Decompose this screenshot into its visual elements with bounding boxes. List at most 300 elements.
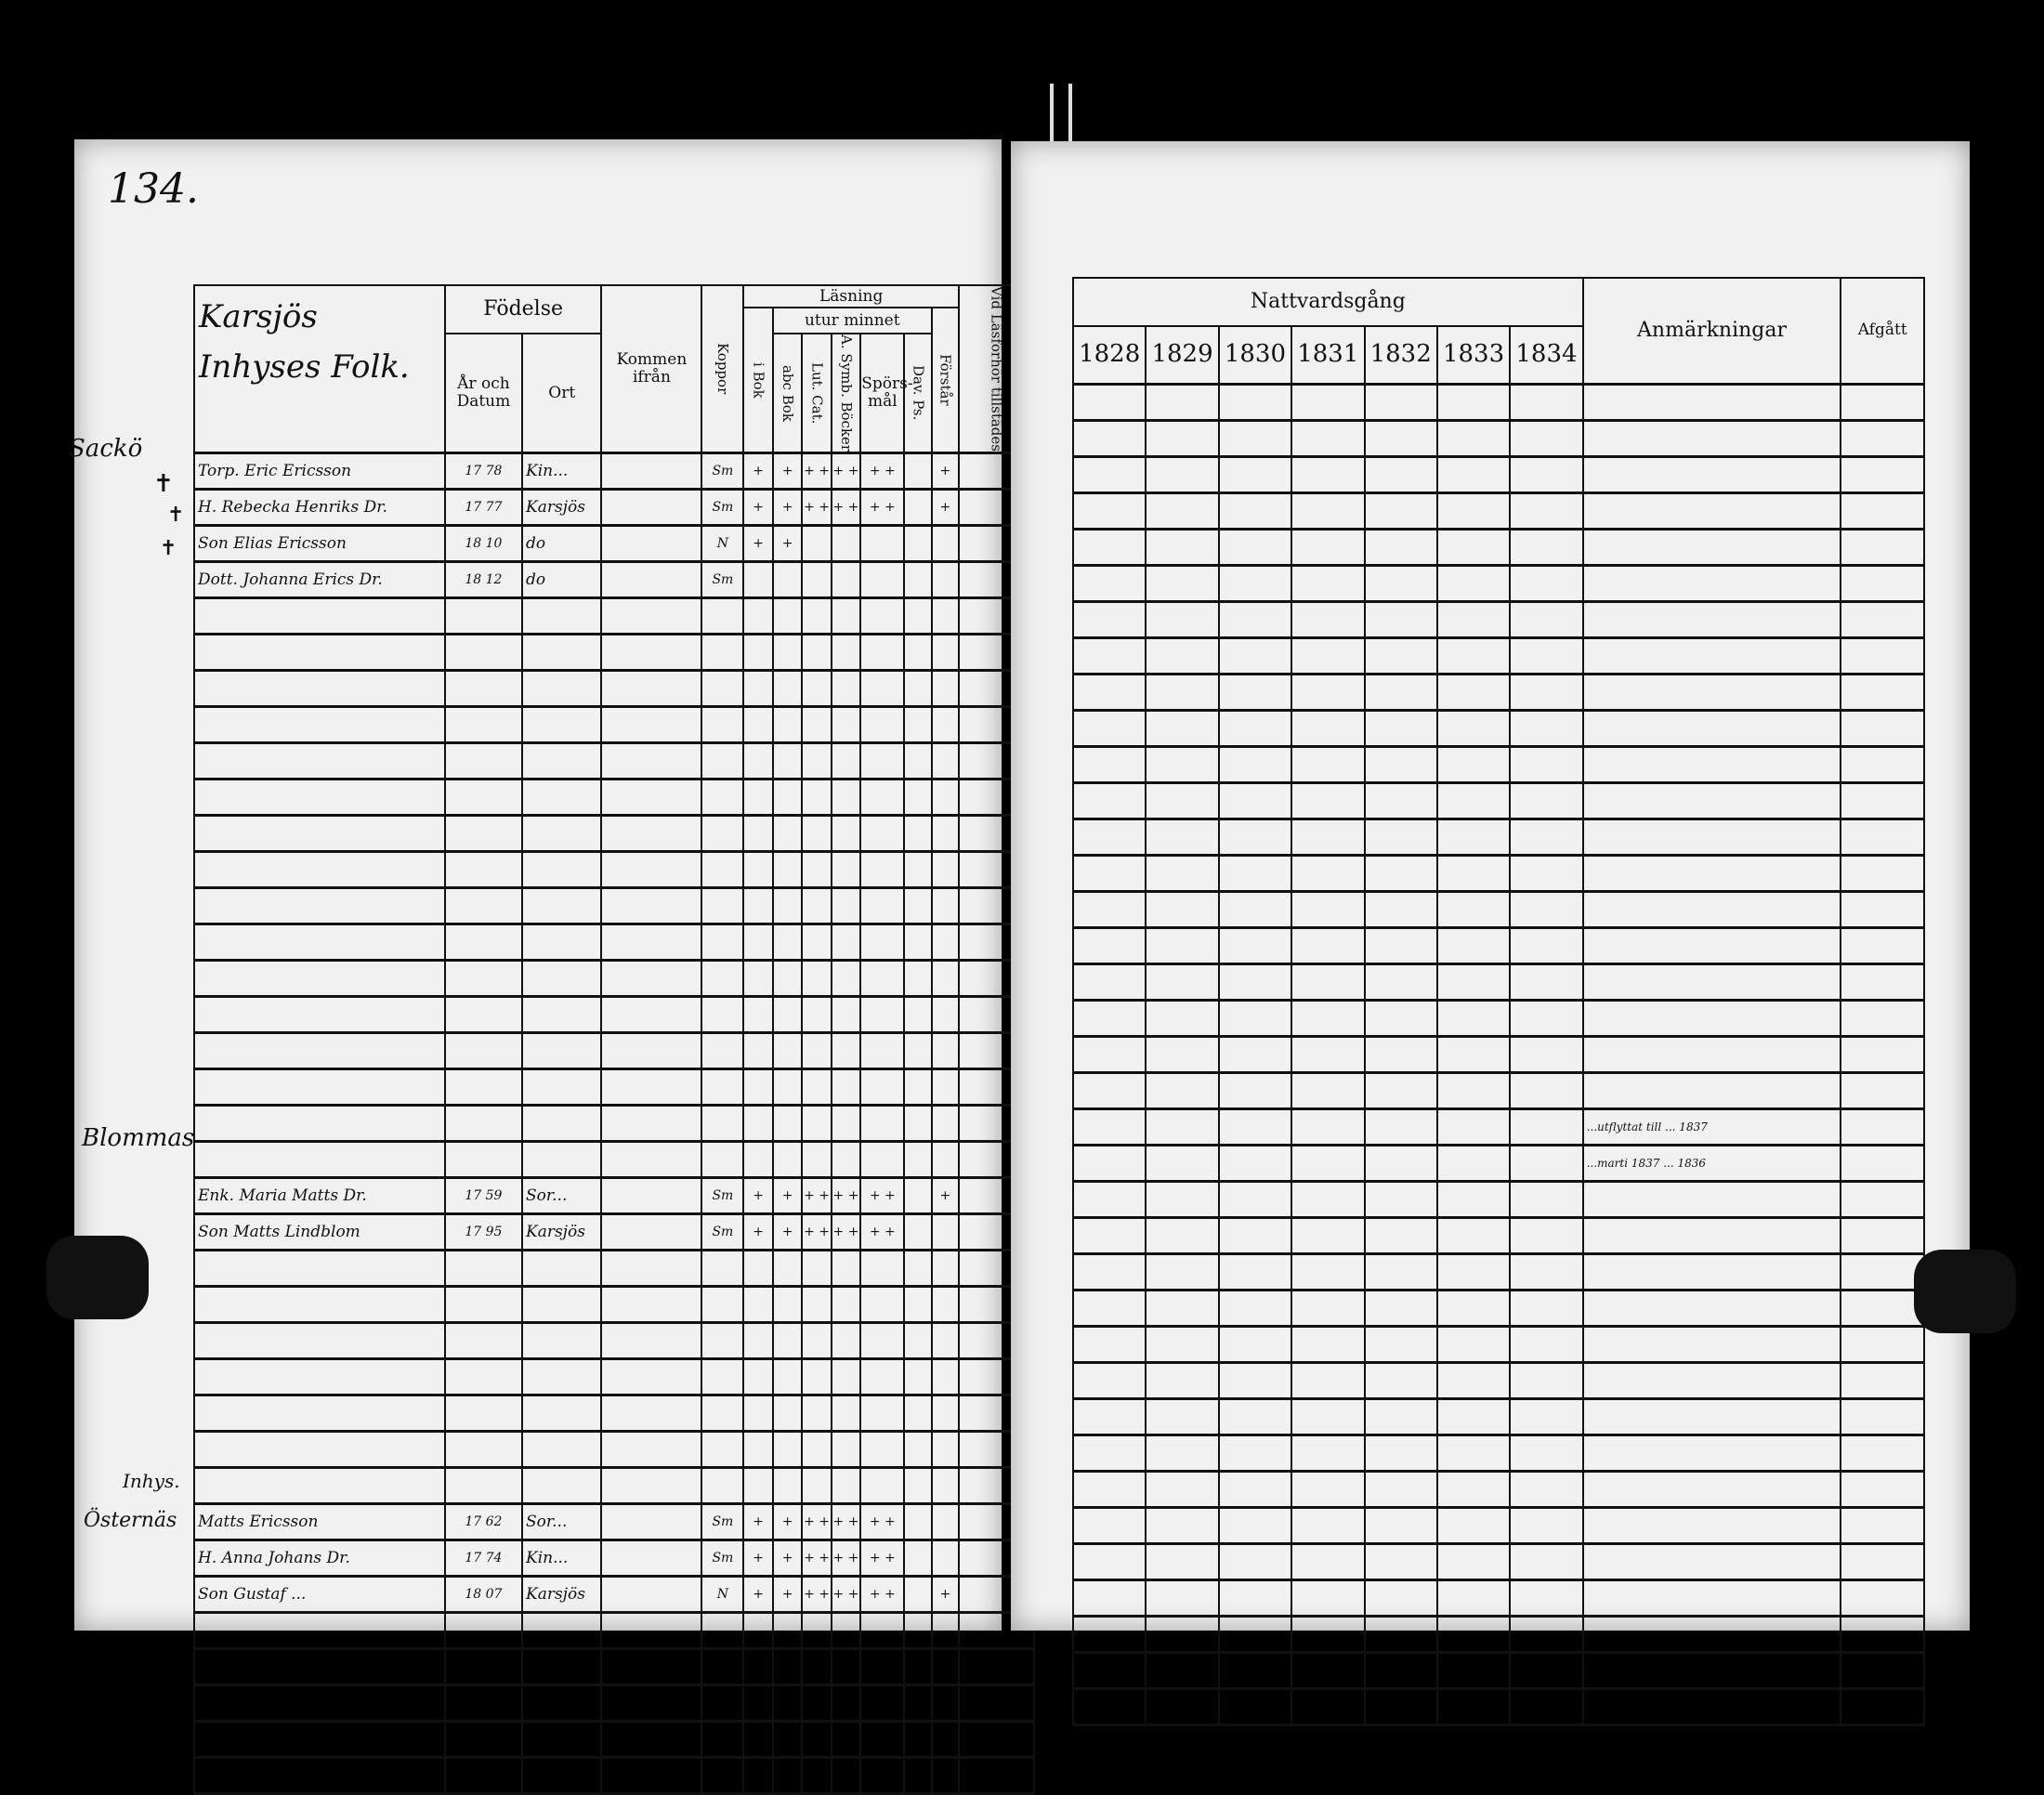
communion-year-cell [1073,1435,1146,1471]
empty-cell [904,1359,931,1395]
empty-cell [701,961,743,997]
person-name-cell: Son Elias Ericsson [194,526,445,562]
communion-year-cell [1437,1145,1510,1181]
remark-cell [1583,1072,1841,1108]
empty-cell [860,1395,904,1432]
communion-year-cell [1510,1362,1582,1398]
empty-cell [932,1069,959,1106]
empty-cell [522,924,601,961]
empty-cell [701,743,743,780]
communion-year-cell [1510,891,1582,927]
empty-cell [932,707,959,743]
communion-year-cell [1437,710,1510,746]
empty-cell [832,1685,860,1722]
communion-year-cell [1365,1181,1437,1217]
lasning-mark-cell: + [743,526,772,562]
communion-year-cell [1146,1326,1218,1362]
table-row [1073,1217,1924,1253]
empty-cell [773,1142,802,1178]
communion-year-cell [1146,1616,1218,1652]
lasning-mark-cell [860,562,904,598]
communion-year-cell [1146,1435,1218,1471]
communion-year-cell [1437,1543,1510,1579]
communion-year-cell [1146,384,1218,420]
empty-cell [701,816,743,852]
communion-year-cell [1291,1471,1364,1507]
abc-bok-header: abc Bok [773,334,802,453]
communion-year-cell [1365,1652,1437,1688]
table-row [1073,1181,1924,1217]
communion-year-cell [1510,456,1582,492]
communion-year-cell [1146,1579,1218,1616]
empty-cell [194,1106,445,1142]
afgatt-cell [1841,1688,1924,1724]
table-row [194,816,1034,852]
empty-cell [773,707,802,743]
empty-cell [904,671,931,707]
communion-year-cell [1219,1072,1291,1108]
empty-cell [860,1287,904,1323]
empty-cell [445,635,522,671]
empty-cell [601,1251,701,1287]
communion-year-cell [1510,529,1582,565]
ar-och-datum-header: År och Datum [445,334,522,453]
dav-ps-header: Dav. Ps. [904,334,931,453]
empty-cell [522,997,601,1033]
empty-cell [832,1758,860,1794]
communion-year-cell [1146,710,1218,746]
communion-year-cell [1146,529,1218,565]
remark-cell [1583,1253,1841,1290]
empty-cell [743,1722,772,1758]
empty-cell [802,1033,831,1069]
remark-cell [1583,855,1841,891]
empty-cell [832,1287,860,1323]
communion-year-cell [1437,384,1510,420]
empty-cell [522,1359,601,1395]
communion-year-cell [1510,746,1582,782]
year-header-1829: 1829 [1146,326,1218,384]
communion-year-cell [1365,1688,1437,1724]
communion-year-cell [1073,710,1146,746]
empty-cell [445,780,522,816]
table-row [194,1649,1034,1685]
empty-cell [701,1685,743,1722]
remark-cell [1583,637,1841,674]
empty-cell [701,635,743,671]
empty-cell [743,816,772,852]
empty-cell [445,852,522,888]
empty-cell [773,961,802,997]
table-row [194,635,1034,671]
communion-year-cell [1291,1326,1364,1362]
empty-cell [194,997,445,1033]
empty-cell [522,671,601,707]
communion-year-cell [1073,601,1146,637]
empty-cell [194,671,445,707]
afgatt-cell [1841,1108,1924,1145]
kommen-ifran-cell [601,1577,701,1613]
lasning-mark-cell: + [743,1577,772,1613]
communion-year-cell [1510,1579,1582,1616]
table-row [1073,963,1924,1000]
communion-year-cell [1219,1688,1291,1724]
empty-cell [701,1758,743,1794]
kommen-ifran-cell [601,526,701,562]
sporsmal-header: Spörs-mål [860,334,904,453]
communion-year-cell [1510,1253,1582,1290]
communion-year-cell [1073,1398,1146,1435]
empty-cell [773,743,802,780]
empty-cell [701,1432,743,1468]
communion-year-cell [1437,1290,1510,1326]
table-row [194,1432,1034,1468]
table-row [194,1214,1034,1251]
lasning-mark-cell: + + [860,490,904,526]
afgatt-cell [1841,963,1924,1000]
communion-year-cell [1291,819,1364,855]
communion-year-cell [1510,1108,1582,1145]
table-row [1073,1398,1924,1435]
empty-cell [959,1649,1034,1685]
empty-cell [773,997,802,1033]
empty-cell [904,1685,931,1722]
afgatt-cell [1841,420,1924,456]
communion-year-cell [1510,819,1582,855]
empty-cell [522,1251,601,1287]
communion-year-cell [1365,1290,1437,1326]
birth-place-cell: do [522,526,601,562]
table-row [194,1504,1034,1540]
remark-cell [1583,782,1841,819]
vid-lasforhor-header: Vid Läsförhör tillstädes [959,285,1034,453]
empty-cell [932,816,959,852]
empty-cell [932,1287,959,1323]
communion-year-cell [1219,456,1291,492]
person-name-cell: Son Gustaf ... [194,1577,445,1613]
koppor-cell: Sm [701,453,743,490]
empty-cell [701,1106,743,1142]
nattvardsgang-header: Nattvardsgång [1073,278,1583,326]
empty-cell [904,1649,931,1685]
communion-year-cell [1365,1435,1437,1471]
communion-year-cell [1146,420,1218,456]
communion-year-cell [1437,1217,1510,1253]
empty-cell [773,1359,802,1395]
birth-place-cell: Karsjös [522,1577,601,1613]
table-row [1073,1000,1924,1036]
page-number: 134. [108,165,199,213]
communion-year-cell [1291,746,1364,782]
lasning-mark-cell: + [773,490,802,526]
communion-year-cell [1291,1579,1364,1616]
empty-cell [445,743,522,780]
empty-cell [802,1722,831,1758]
empty-cell [194,961,445,997]
remark-cell [1583,565,1841,601]
table-row [194,1613,1034,1649]
communion-year-cell [1365,1072,1437,1108]
lasning-mark-cell: + [743,490,772,526]
afgatt-cell [1841,1471,1924,1507]
empty-cell [194,1033,445,1069]
empty-cell [860,780,904,816]
empty-cell [194,1613,445,1649]
empty-cell [860,1685,904,1722]
communion-year-cell [1291,927,1364,963]
empty-cell [932,1722,959,1758]
communion-year-cell [1437,601,1510,637]
empty-cell [743,1613,772,1649]
empty-cell [773,1106,802,1142]
afgatt-cell [1841,1253,1924,1290]
communion-year-cell [1073,637,1146,674]
communion-year-cell [1437,420,1510,456]
empty-cell [743,1142,772,1178]
remark-cell [1583,420,1841,456]
communion-year-cell [1219,1652,1291,1688]
communion-year-cell [1437,674,1510,710]
empty-cell [743,1323,772,1359]
empty-cell [932,1649,959,1685]
communion-year-cell [1510,963,1582,1000]
empty-cell [445,1468,522,1504]
lasning-mark-cell: + + [860,1214,904,1251]
empty-cell [932,1685,959,1722]
empty-cell [701,780,743,816]
communion-year-cell [1219,1108,1291,1145]
empty-cell [743,743,772,780]
page-clip [46,1236,149,1319]
table-row [194,1395,1034,1432]
afgatt-cell [1841,529,1924,565]
table-row [1073,1072,1924,1108]
empty-cell [860,1432,904,1468]
remark-cell [1583,456,1841,492]
communion-year-cell [1219,1145,1291,1181]
empty-cell [860,635,904,671]
empty-cell [601,997,701,1033]
communion-year-cell [1437,963,1510,1000]
empty-cell [194,1359,445,1395]
empty-cell [601,1069,701,1106]
empty-cell [194,924,445,961]
empty-cell [194,635,445,671]
communion-year-cell [1365,963,1437,1000]
communion-year-cell [1073,674,1146,710]
empty-cell [832,997,860,1033]
empty-cell [832,924,860,961]
communion-year-cell [1510,384,1582,420]
table-row [194,1178,1034,1214]
koppor-cell: Sm [701,1178,743,1214]
lasning-mark-cell: + + [832,1540,860,1577]
communion-year-cell [1510,1435,1582,1471]
empty-cell [701,997,743,1033]
lasning-mark-cell [904,1214,931,1251]
communion-year-cell [1146,1145,1218,1181]
communion-year-cell [1219,674,1291,710]
empty-cell [601,743,701,780]
empty-cell [601,924,701,961]
empty-cell [832,707,860,743]
empty-cell [743,671,772,707]
ort-header: Ort [522,334,601,453]
empty-cell [932,743,959,780]
lasning-mark-cell [904,1178,931,1214]
communion-year-cell [1365,1543,1437,1579]
communion-year-cell [1365,601,1437,637]
remark-cell [1583,492,1841,529]
empty-cell [701,1395,743,1432]
empty-cell [194,1395,445,1432]
empty-cell [802,780,831,816]
table-row [194,490,1034,526]
communion-year-cell [1073,1471,1146,1507]
empty-cell [932,1432,959,1468]
remark-cell [1583,1471,1841,1507]
empty-cell [773,1649,802,1685]
communion-year-cell [1437,1181,1510,1217]
empty-cell [860,1106,904,1142]
empty-cell [904,1106,931,1142]
empty-cell [522,1033,601,1069]
empty-cell [932,1033,959,1069]
table-row [194,526,1034,562]
empty-cell [194,1432,445,1468]
empty-cell [860,1649,904,1685]
empty-cell [932,997,959,1033]
empty-cell [194,1758,445,1794]
lasning-mark-cell [932,1540,959,1577]
empty-cell [773,1069,802,1106]
afgatt-cell [1841,1579,1924,1616]
empty-cell [773,1613,802,1649]
birth-date-cell: 18 12 [445,562,522,598]
remark-cell [1583,1652,1841,1688]
empty-cell [904,1323,931,1359]
communion-year-cell [1510,782,1582,819]
empty-cell [959,1722,1034,1758]
empty-cell [860,1722,904,1758]
communion-year-cell [1073,384,1146,420]
empty-cell [445,1758,522,1794]
communion-year-cell [1146,1652,1218,1688]
communion-year-cell [1437,1326,1510,1362]
empty-cell [904,816,931,852]
table-row [194,1577,1034,1613]
empty-cell [904,1033,931,1069]
empty-cell [194,852,445,888]
empty-cell [701,1142,743,1178]
i-bok-header: i Bok [743,308,772,453]
empty-cell [832,671,860,707]
afgatt-cell [1841,674,1924,710]
table-row [1073,710,1924,746]
birth-date-cell: 17 62 [445,1504,522,1540]
communion-year-cell [1437,1108,1510,1145]
koppor-cell: Sm [701,1540,743,1577]
empty-cell [701,1468,743,1504]
remark-cell [1583,891,1841,927]
kommen-ifran-header: Kommen ifrån [601,285,701,453]
left-page [69,139,1005,1631]
communion-year-cell [1437,1652,1510,1688]
communion-year-cell [1437,1000,1510,1036]
empty-cell [743,1251,772,1287]
empty-cell [445,961,522,997]
communion-year-cell [1291,1072,1364,1108]
communion-year-cell [1365,492,1437,529]
lasning-mark-cell: + + [832,1504,860,1540]
gutter-line [1050,84,1054,149]
empty-cell [860,1069,904,1106]
remark-cell [1583,927,1841,963]
communion-year-cell [1219,891,1291,927]
empty-cell [802,1649,831,1685]
empty-cell [194,1287,445,1323]
table-row [1073,1543,1924,1579]
empty-cell [904,707,931,743]
lasning-mark-cell [904,1504,931,1540]
communion-year-cell [1437,565,1510,601]
page-clip [1914,1250,2016,1333]
empty-cell [802,961,831,997]
kommen-ifran-cell [601,562,701,598]
table-row [1073,601,1924,637]
lasning-mark-cell [832,526,860,562]
lasning-mark-cell [904,1577,931,1613]
lasning-mark-cell [932,562,959,598]
empty-cell [773,598,802,635]
empty-cell [522,1758,601,1794]
communion-year-cell [1510,1036,1582,1072]
communion-year-cell [1437,1072,1510,1108]
gutter-line [1068,84,1072,149]
afgatt-cell [1841,1145,1924,1181]
communion-year-cell [1219,601,1291,637]
communion-year-cell [1365,637,1437,674]
communion-year-cell [1365,1507,1437,1543]
communion-year-cell [1437,1616,1510,1652]
empty-cell [802,888,831,924]
empty-cell [445,997,522,1033]
communion-year-cell [1219,1579,1291,1616]
person-name-cell: Enk. Maria Matts Dr. [194,1178,445,1214]
koppor-cell: Sm [701,1504,743,1540]
empty-cell [802,816,831,852]
table-row [194,1722,1034,1758]
table-row [1073,1507,1924,1543]
birth-place-cell: Karsjös [522,1214,601,1251]
communion-year-cell [1291,1000,1364,1036]
year-header-1831: 1831 [1291,326,1364,384]
koppor-cell: Sm [701,562,743,598]
lasning-mark-cell: + + [832,1577,860,1613]
birth-place-cell: Kin... [522,453,601,490]
communion-year-cell [1437,1036,1510,1072]
death-cross: ✝ [160,537,177,560]
communion-year-cell [1146,927,1218,963]
margin-note-sacko: Sackö [69,435,143,463]
lasning-mark-cell: + + [860,1577,904,1613]
empty-cell [832,743,860,780]
empty-cell [601,1106,701,1142]
communion-year-cell [1219,1616,1291,1652]
empty-cell [522,1142,601,1178]
communion-year-cell [1291,1253,1364,1290]
table-row [194,961,1034,997]
